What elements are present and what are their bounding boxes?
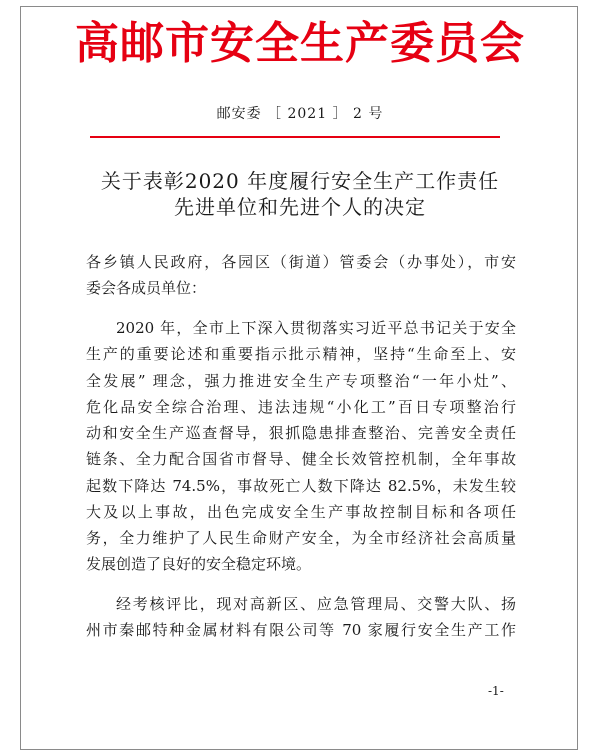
body-line: 2020 年，全市上下深入贯彻落实习近平总书记关于安全: [116, 319, 516, 337]
page-number: -1-: [488, 684, 504, 698]
body-line: 链条、全力配合国省市督导、健全长效管控机制，全年事故: [86, 450, 516, 468]
body-line: 务，全力维护了人民生命财产安全，为全市经济社会高质量: [86, 529, 516, 547]
issuer-header: 高邮市安全生产委员会: [75, 18, 525, 69]
body-line: 生产的重要论述和重要指示批示精神，坚持“生命至上、安: [86, 345, 516, 363]
body-line: 州市秦邮特种金属材料有限公司等 70 家履行安全生产工作: [86, 621, 516, 639]
body-line: 委会各成员单位：: [86, 279, 207, 297]
body-line: 全发展” 理念，强力推进安全生产专项整治“一年小灶”、: [86, 372, 516, 390]
body-line: 经考核评比，现对高新区、应急管理局、交警大队、扬: [116, 595, 516, 613]
body-line: 各乡镇人民政府，各园区（街道）管委会（办事处），市安: [86, 253, 516, 271]
body-line: 发展创造了良好的安全稳定环境。: [86, 555, 312, 573]
body-line: 危化品安全综合治理、违法违规“小化工”百日专项整治行: [86, 398, 516, 416]
document-title-line-1: 关于表彰2020 年度履行安全生产工作责任: [100, 169, 500, 193]
red-divider-line: [90, 136, 500, 138]
body-line: 大及以上事故，出色完成安全生产事故控制目标和各项任: [86, 503, 516, 521]
body-line: 起数下降达 74.5%，事故死亡人数下降达 82.5%，未发生较: [86, 477, 516, 495]
body-line: 动和安全生产巡查督导，狠抓隐患排查整治、完善安全责任: [86, 424, 516, 442]
document-number: 邮安委 ［ 2021 ］ 2 号: [216, 106, 384, 122]
document-title-line-2: 先进单位和先进个人的决定: [174, 195, 426, 219]
